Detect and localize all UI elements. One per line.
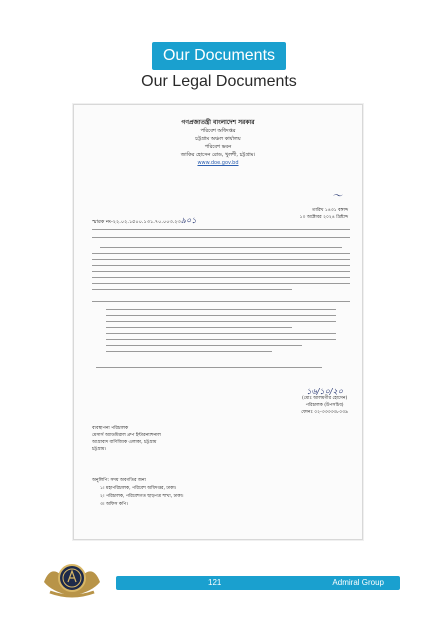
copy-item: ৩। অফিস কপি। xyxy=(100,502,128,507)
copy-item: ২। পরিচালক, পরিবেশগত ছাড়পত্র শাখা, ঢাকা। xyxy=(100,494,184,499)
header-line: চট্টগ্রাম অঞ্চল কার্যালয় xyxy=(195,136,241,142)
header-line: পরিবেশ অধিদপ্তর xyxy=(200,128,236,134)
text-line xyxy=(92,271,350,272)
text-line xyxy=(92,253,350,254)
text-line xyxy=(100,247,342,248)
document-letter xyxy=(73,104,363,540)
copy-item: ১। মহাপরিচালক, পরিবেশ অধিদপ্তর, ঢাকা। xyxy=(100,486,177,491)
letter-date xyxy=(300,207,348,221)
text-line xyxy=(106,345,302,346)
recipient-line: মেসার্স অ্যাডমিরাল গ্রুপ ইন্টারন্যাশনাল xyxy=(92,433,161,438)
signer-phone: ফোনঃ ০২-৩৩৩৩৩৮০৩৯ xyxy=(301,410,348,415)
text-line xyxy=(92,277,350,278)
text-line xyxy=(92,259,350,260)
copy-label: অনুলিপি: সদয় অবগতির জন্য xyxy=(92,478,146,483)
page-subtitle: Our Legal Documents xyxy=(141,73,297,90)
website-link[interactable]: www.doe.gov.bd xyxy=(197,160,239,166)
date-value: ১০ অক্টোবর ২০২৪ খ্রিষ্টাব্দ xyxy=(299,215,348,220)
section-banner xyxy=(152,42,286,70)
text-line xyxy=(106,351,272,352)
company-name: Admiral Group xyxy=(332,578,384,587)
text-line xyxy=(92,289,292,290)
signer-title: পরিচালক (উপসচিব) xyxy=(305,403,344,408)
recipient-line: চট্টগ্রাম। xyxy=(92,447,107,452)
text-line xyxy=(92,283,350,284)
signer-name: (মোঃ আলমগীর হোসেন) xyxy=(302,396,348,401)
recipient-block xyxy=(92,425,161,453)
letter-header xyxy=(74,119,362,167)
copy-list xyxy=(92,477,183,509)
handwritten-mark: 〜 xyxy=(332,191,342,202)
text-line xyxy=(106,339,336,340)
footer-bar xyxy=(116,576,400,590)
signature-block xyxy=(301,388,348,416)
text-line xyxy=(92,229,350,230)
text-line xyxy=(106,333,336,334)
memo-text: স্মারক নং-২২.০২.১৫০০.১৩১.৭০.০০৩.২৩ xyxy=(92,219,181,225)
memo-handwritten: ৯০১ xyxy=(180,216,197,225)
text-line xyxy=(106,315,336,316)
signature-handwritten: ১৬/১০/২০ xyxy=(306,387,343,396)
text-line xyxy=(106,321,336,322)
text-line xyxy=(92,237,350,238)
header-line: পরিবেশ ভবন xyxy=(204,144,232,150)
recipient-line: ব্যবস্থাপনা পরিচালক xyxy=(92,426,129,431)
text-line xyxy=(106,327,292,328)
header-line: জাকির হোসেন রোড, খুলশী, চট্টগ্রাম। xyxy=(180,152,256,158)
text-line xyxy=(92,301,350,302)
text-line xyxy=(96,367,322,368)
header-line: গণপ্রজাতন্ত্রী বাংলাদেশ সরকার xyxy=(181,119,255,126)
admiral-logo-icon xyxy=(40,552,104,600)
page-number: 121 xyxy=(208,578,222,587)
section-title: Our Documents xyxy=(162,47,276,64)
memo-number xyxy=(92,215,196,228)
date-label: তারিখ ১৪৩১ বঙ্গাব্দ xyxy=(312,208,348,213)
recipient-line: আগ্রাবাদ বাণিজ্যিক এলাকা, চট্টগ্রাম xyxy=(92,440,157,445)
text-line xyxy=(106,309,336,310)
text-line xyxy=(92,265,350,266)
